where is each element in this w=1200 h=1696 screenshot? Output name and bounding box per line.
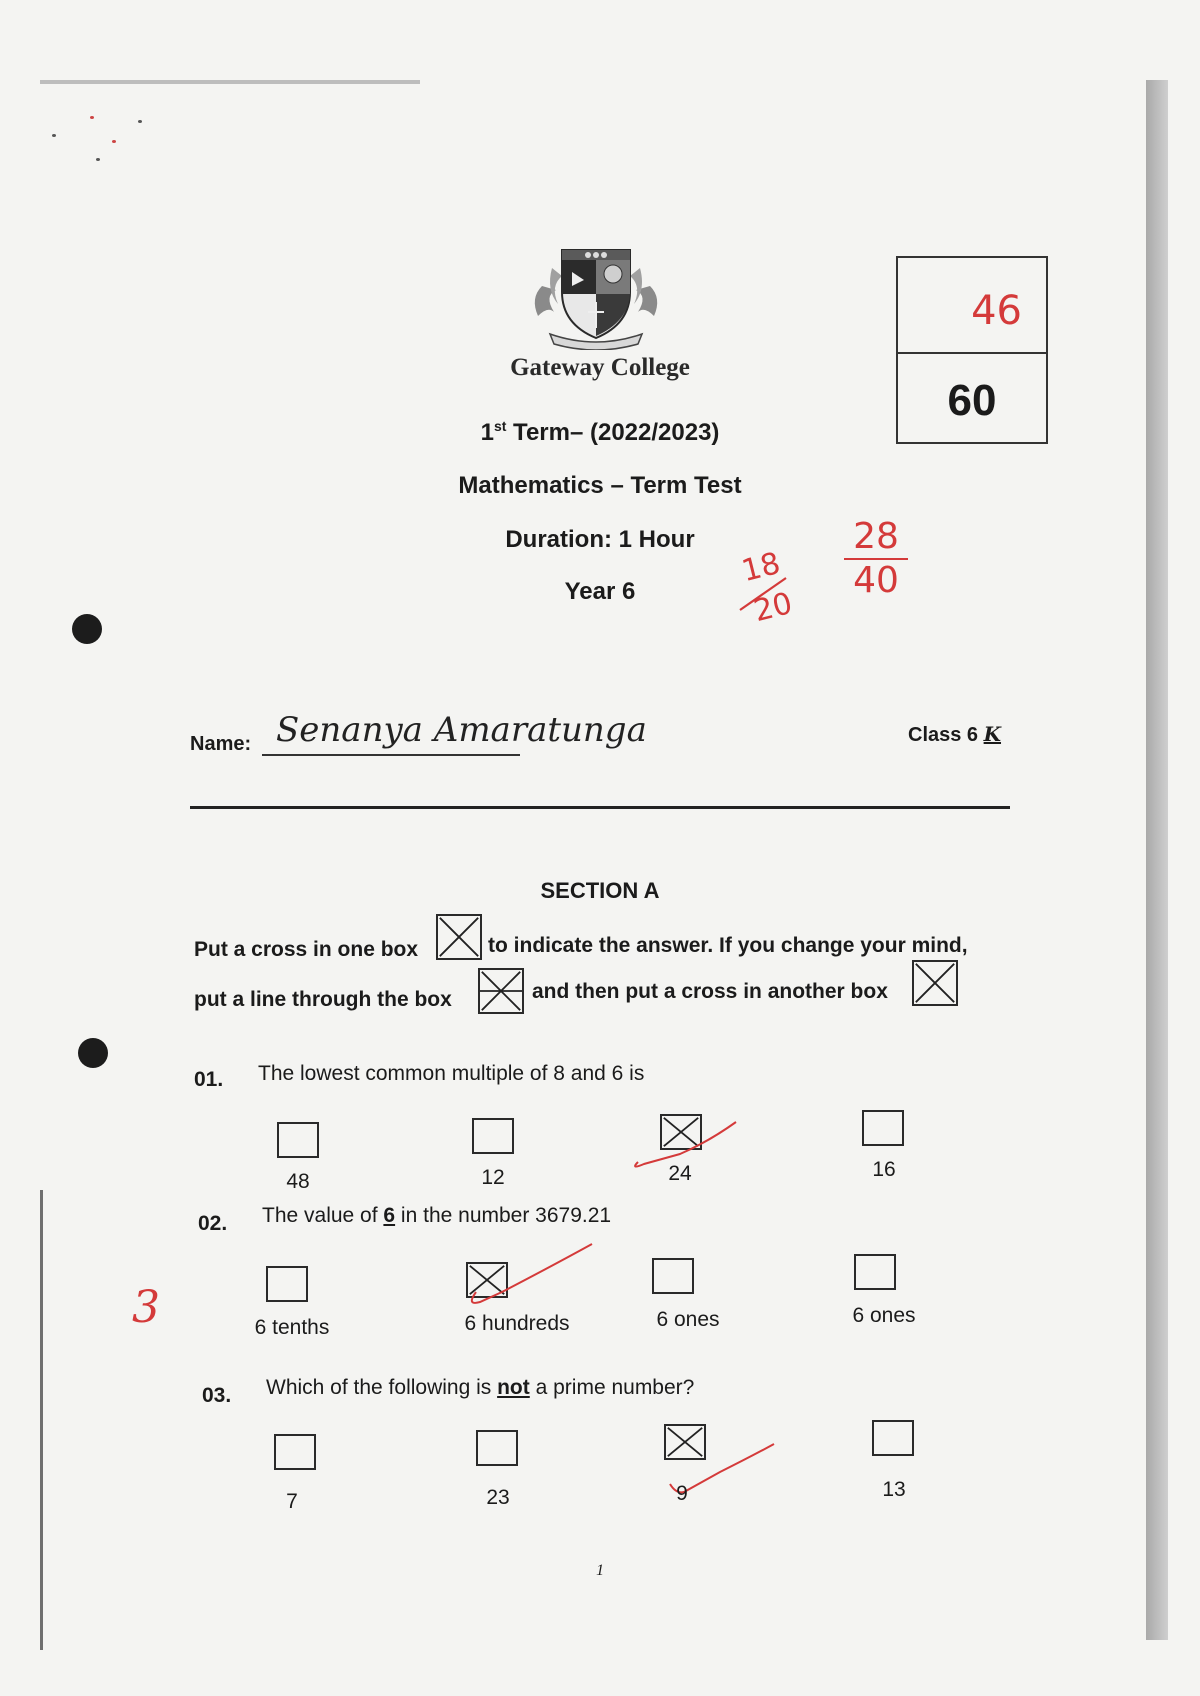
speck bbox=[52, 134, 56, 137]
q3-option-c-label: 9 bbox=[676, 1482, 688, 1505]
duration: Duration: 1 Hour bbox=[505, 526, 695, 553]
q1-option-a-label: 48 bbox=[286, 1170, 310, 1193]
page-number: 1 bbox=[596, 1562, 604, 1579]
question-3-number: 03. bbox=[202, 1384, 232, 1407]
name-underline bbox=[262, 754, 520, 756]
scan-edge-top bbox=[40, 80, 420, 84]
scan-edge-right bbox=[1146, 80, 1168, 1640]
q2-option-c-box[interactable] bbox=[652, 1258, 694, 1294]
scan-edge-left bbox=[40, 1190, 43, 1650]
q1-option-b-label: 12 bbox=[481, 1166, 505, 1189]
q3-option-b-label: 23 bbox=[486, 1486, 510, 1509]
speck bbox=[96, 158, 100, 161]
term-label: Term– (2022/2023) bbox=[506, 419, 720, 446]
q3-option-d-label: 13 bbox=[882, 1478, 906, 1501]
instruction-1a: Put a cross in one box bbox=[194, 938, 419, 961]
example-change-box bbox=[478, 968, 524, 1014]
q1-option-d-label: 16 bbox=[872, 1158, 896, 1181]
example-cross-box-2 bbox=[912, 960, 958, 1006]
speck bbox=[138, 120, 142, 123]
student-name: Senanya Amaratunga bbox=[276, 710, 647, 750]
question-2-text bbox=[262, 1204, 611, 1228]
part-mark-2-denominator: 40 bbox=[853, 560, 899, 601]
school-name: Gateway College bbox=[510, 354, 690, 381]
question-1-number: 01. bbox=[194, 1068, 224, 1091]
speck bbox=[90, 116, 94, 119]
question-2-number: 02. bbox=[198, 1212, 228, 1235]
q1-option-b-box[interactable] bbox=[472, 1118, 514, 1154]
punch-hole-lower bbox=[78, 1038, 108, 1068]
q2-option-a-label: 6 tenths bbox=[254, 1316, 330, 1339]
q1-option-a-box[interactable] bbox=[277, 1122, 319, 1158]
term-ordinal: st bbox=[493, 418, 507, 434]
q2-option-d-box[interactable] bbox=[854, 1254, 896, 1290]
header-rule bbox=[190, 806, 1010, 809]
q2-text-pre: The value of bbox=[262, 1204, 384, 1227]
subject-title: Mathematics – Term Test bbox=[458, 472, 742, 499]
class-field bbox=[908, 722, 1001, 747]
section-title: SECTION A bbox=[540, 878, 660, 903]
part-mark-numerator: 18 bbox=[738, 545, 784, 590]
q2-text-digit: 6 bbox=[383, 1204, 396, 1227]
class-value: K bbox=[983, 722, 1002, 746]
class-label: Class 6 bbox=[908, 724, 979, 746]
q3-option-b-box[interactable] bbox=[476, 1430, 518, 1466]
q3-text-post: a prime number? bbox=[529, 1376, 695, 1399]
part-mark-denominator: 20 bbox=[750, 585, 796, 630]
q2-tick-mark bbox=[462, 1240, 596, 1312]
q2-option-c-label: 6 ones bbox=[656, 1308, 720, 1331]
part-mark-2-numerator: 28 bbox=[853, 516, 899, 557]
q3-option-a-box[interactable] bbox=[274, 1434, 316, 1470]
q2-option-b-label: 6 hundreds bbox=[464, 1312, 570, 1335]
q2-text-post: in the number 3679.21 bbox=[395, 1204, 612, 1227]
q2-margin-mark: 3 bbox=[132, 1282, 160, 1333]
instruction-2a: put a line through the box bbox=[194, 988, 452, 1011]
instruction-2b: and then put a cross in another box bbox=[532, 980, 888, 1003]
q3-option-a-label: 7 bbox=[286, 1490, 298, 1513]
speck bbox=[112, 140, 116, 143]
instruction-1b: to indicate the answer. If you change your mind, bbox=[488, 934, 968, 957]
score-box bbox=[896, 256, 1048, 444]
q3-text-not: not bbox=[497, 1376, 530, 1399]
punch-hole-upper bbox=[72, 614, 102, 644]
q2-option-a-box[interactable] bbox=[266, 1266, 308, 1302]
q3-option-d-box[interactable] bbox=[872, 1420, 914, 1456]
year-level: Year 6 bbox=[564, 578, 636, 605]
score-divider bbox=[898, 352, 1046, 354]
school-crest-logo bbox=[528, 246, 664, 350]
question-1-text: The lowest common multiple of 8 and 6 is bbox=[258, 1062, 645, 1085]
score-obtained: 46 bbox=[971, 288, 1022, 334]
q3-text-pre: Which of the following is bbox=[266, 1376, 498, 1399]
name-label: Name: bbox=[190, 733, 252, 755]
term-number: 1 bbox=[480, 419, 494, 446]
question-3-text bbox=[266, 1376, 694, 1400]
q2-option-d-label: 6 ones bbox=[852, 1304, 916, 1327]
q1-option-c-label: 24 bbox=[668, 1162, 692, 1185]
example-cross-box bbox=[436, 914, 482, 960]
q1-option-d-box[interactable] bbox=[862, 1110, 904, 1146]
score-total: 60 bbox=[947, 376, 997, 425]
